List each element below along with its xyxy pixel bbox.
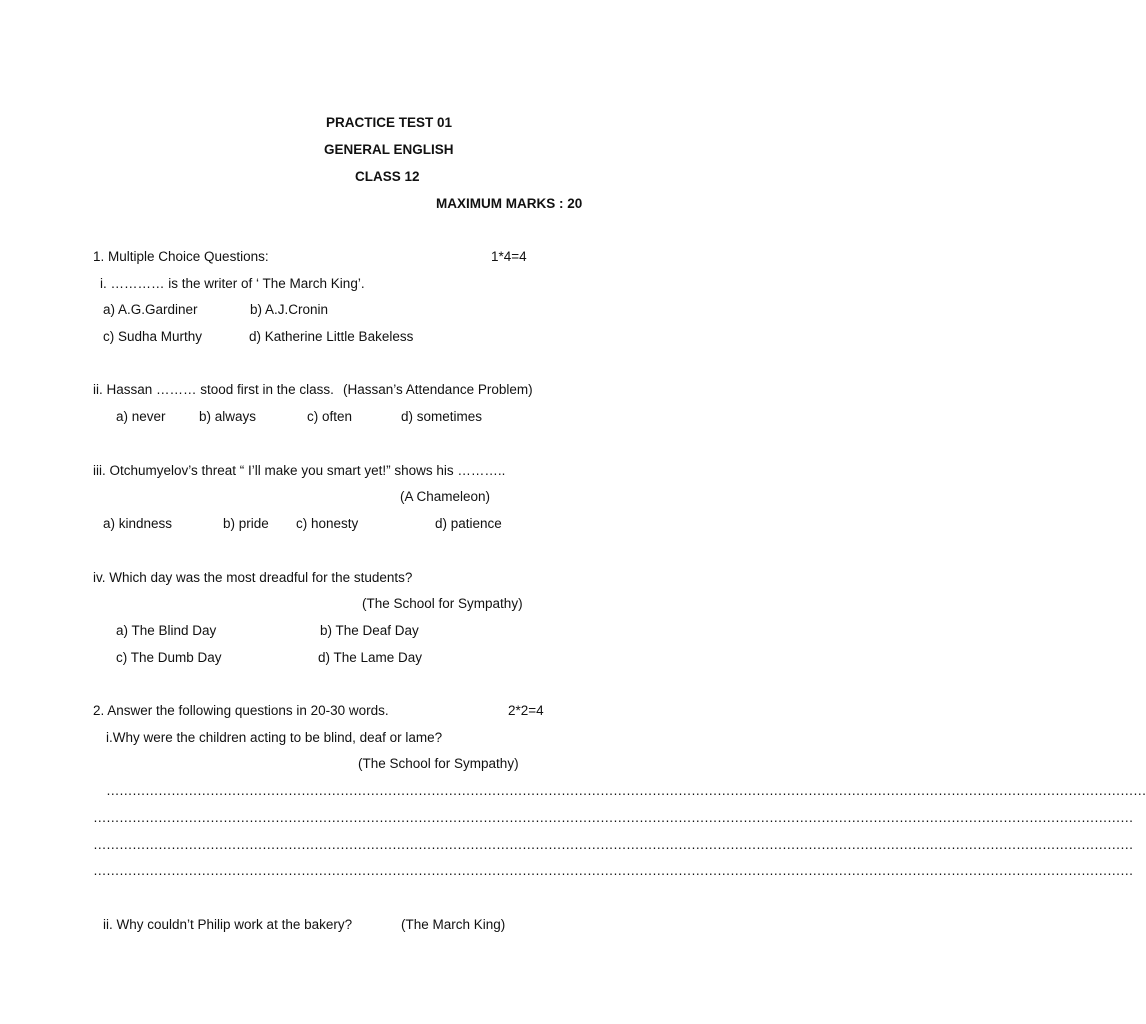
q1-1-option-c: c) Sudha Murthy [103,329,203,344]
section1-heading: 1. Multiple Choice Questions: [93,249,269,264]
test-title: PRACTICE TEST 01 [326,115,453,130]
question-1-3: iii. Otchumyelov’s threat “ I’ll make you smart yet!” shows his ……….. [93,463,506,478]
q1-3-option-a: a) kindness [103,516,173,531]
q1-2-option-d: d) sometimes [401,409,483,424]
section1-marks: 1*4=4 [491,249,527,264]
question-2-1: i.Why were the children acting to be blind, deaf or lame? [106,730,443,745]
q1-4-option-b: b) The Deaf Day [320,623,419,638]
q1-3-option-c: c) honesty [296,516,359,531]
q1-1-option-b: b) A.J.Cronin [250,302,329,317]
q1-1-option-a: a) A.G.Gardiner [103,302,198,317]
question-2-2: ii. Why couldn’t Philip work at the bakery? [103,917,353,932]
q1-4-option-a: a) The Blind Day [116,623,217,638]
q1-2-option-c: c) often [307,409,353,424]
answer-line: …………………………………………………………………………………………………………………………………………………………………………………………………………………… [106,783,1146,798]
max-marks: MAXIMUM MARKS : 20 [436,196,583,211]
question-2-2-source: (The March King) [401,917,506,932]
q1-2-option-a: a) never [116,409,166,424]
question-1-1: i. ………… is the writer of ‘ The March King’. [100,276,365,291]
q1-3-option-d: d) patience [435,516,502,531]
question-1-4: iv. Which day was the most dreadful for the students? [93,570,413,585]
section2-heading: 2. Answer the following questions in 20-30 words. [93,703,389,718]
class-title: CLASS 12 [355,169,420,184]
q1-2-option-b: b) always [199,409,257,424]
q1-3-option-b: b) pride [223,516,269,531]
question-1-2-source: (Hassan’s Attendance Problem) [343,382,533,397]
section2-marks: 2*2=4 [508,703,544,718]
question-1-2: ii. Hassan ……… stood first in the class. [93,382,334,397]
answer-line: …………………………………………………………………………………………………………………………………………………………………………………………………………………… [93,837,1133,852]
q1-4-option-d: d) The Lame Day [318,650,423,665]
question-1-4-source: (The School for Sympathy) [362,596,523,611]
q1-1-option-d: d) Katherine Little Bakeless [249,329,414,344]
q1-4-option-c: c) The Dumb Day [116,650,222,665]
question-1-3-source: (A Chameleon) [400,489,491,504]
answer-line: …………………………………………………………………………………………………………………………………………………………………………………………………………………… [93,863,1133,878]
answer-line: …………………………………………………………………………………………………………………………………………………………………………………………………………………… [93,810,1133,825]
question-2-1-source: (The School for Sympathy) [358,756,519,771]
subject-title: GENERAL ENGLISH [324,142,454,157]
